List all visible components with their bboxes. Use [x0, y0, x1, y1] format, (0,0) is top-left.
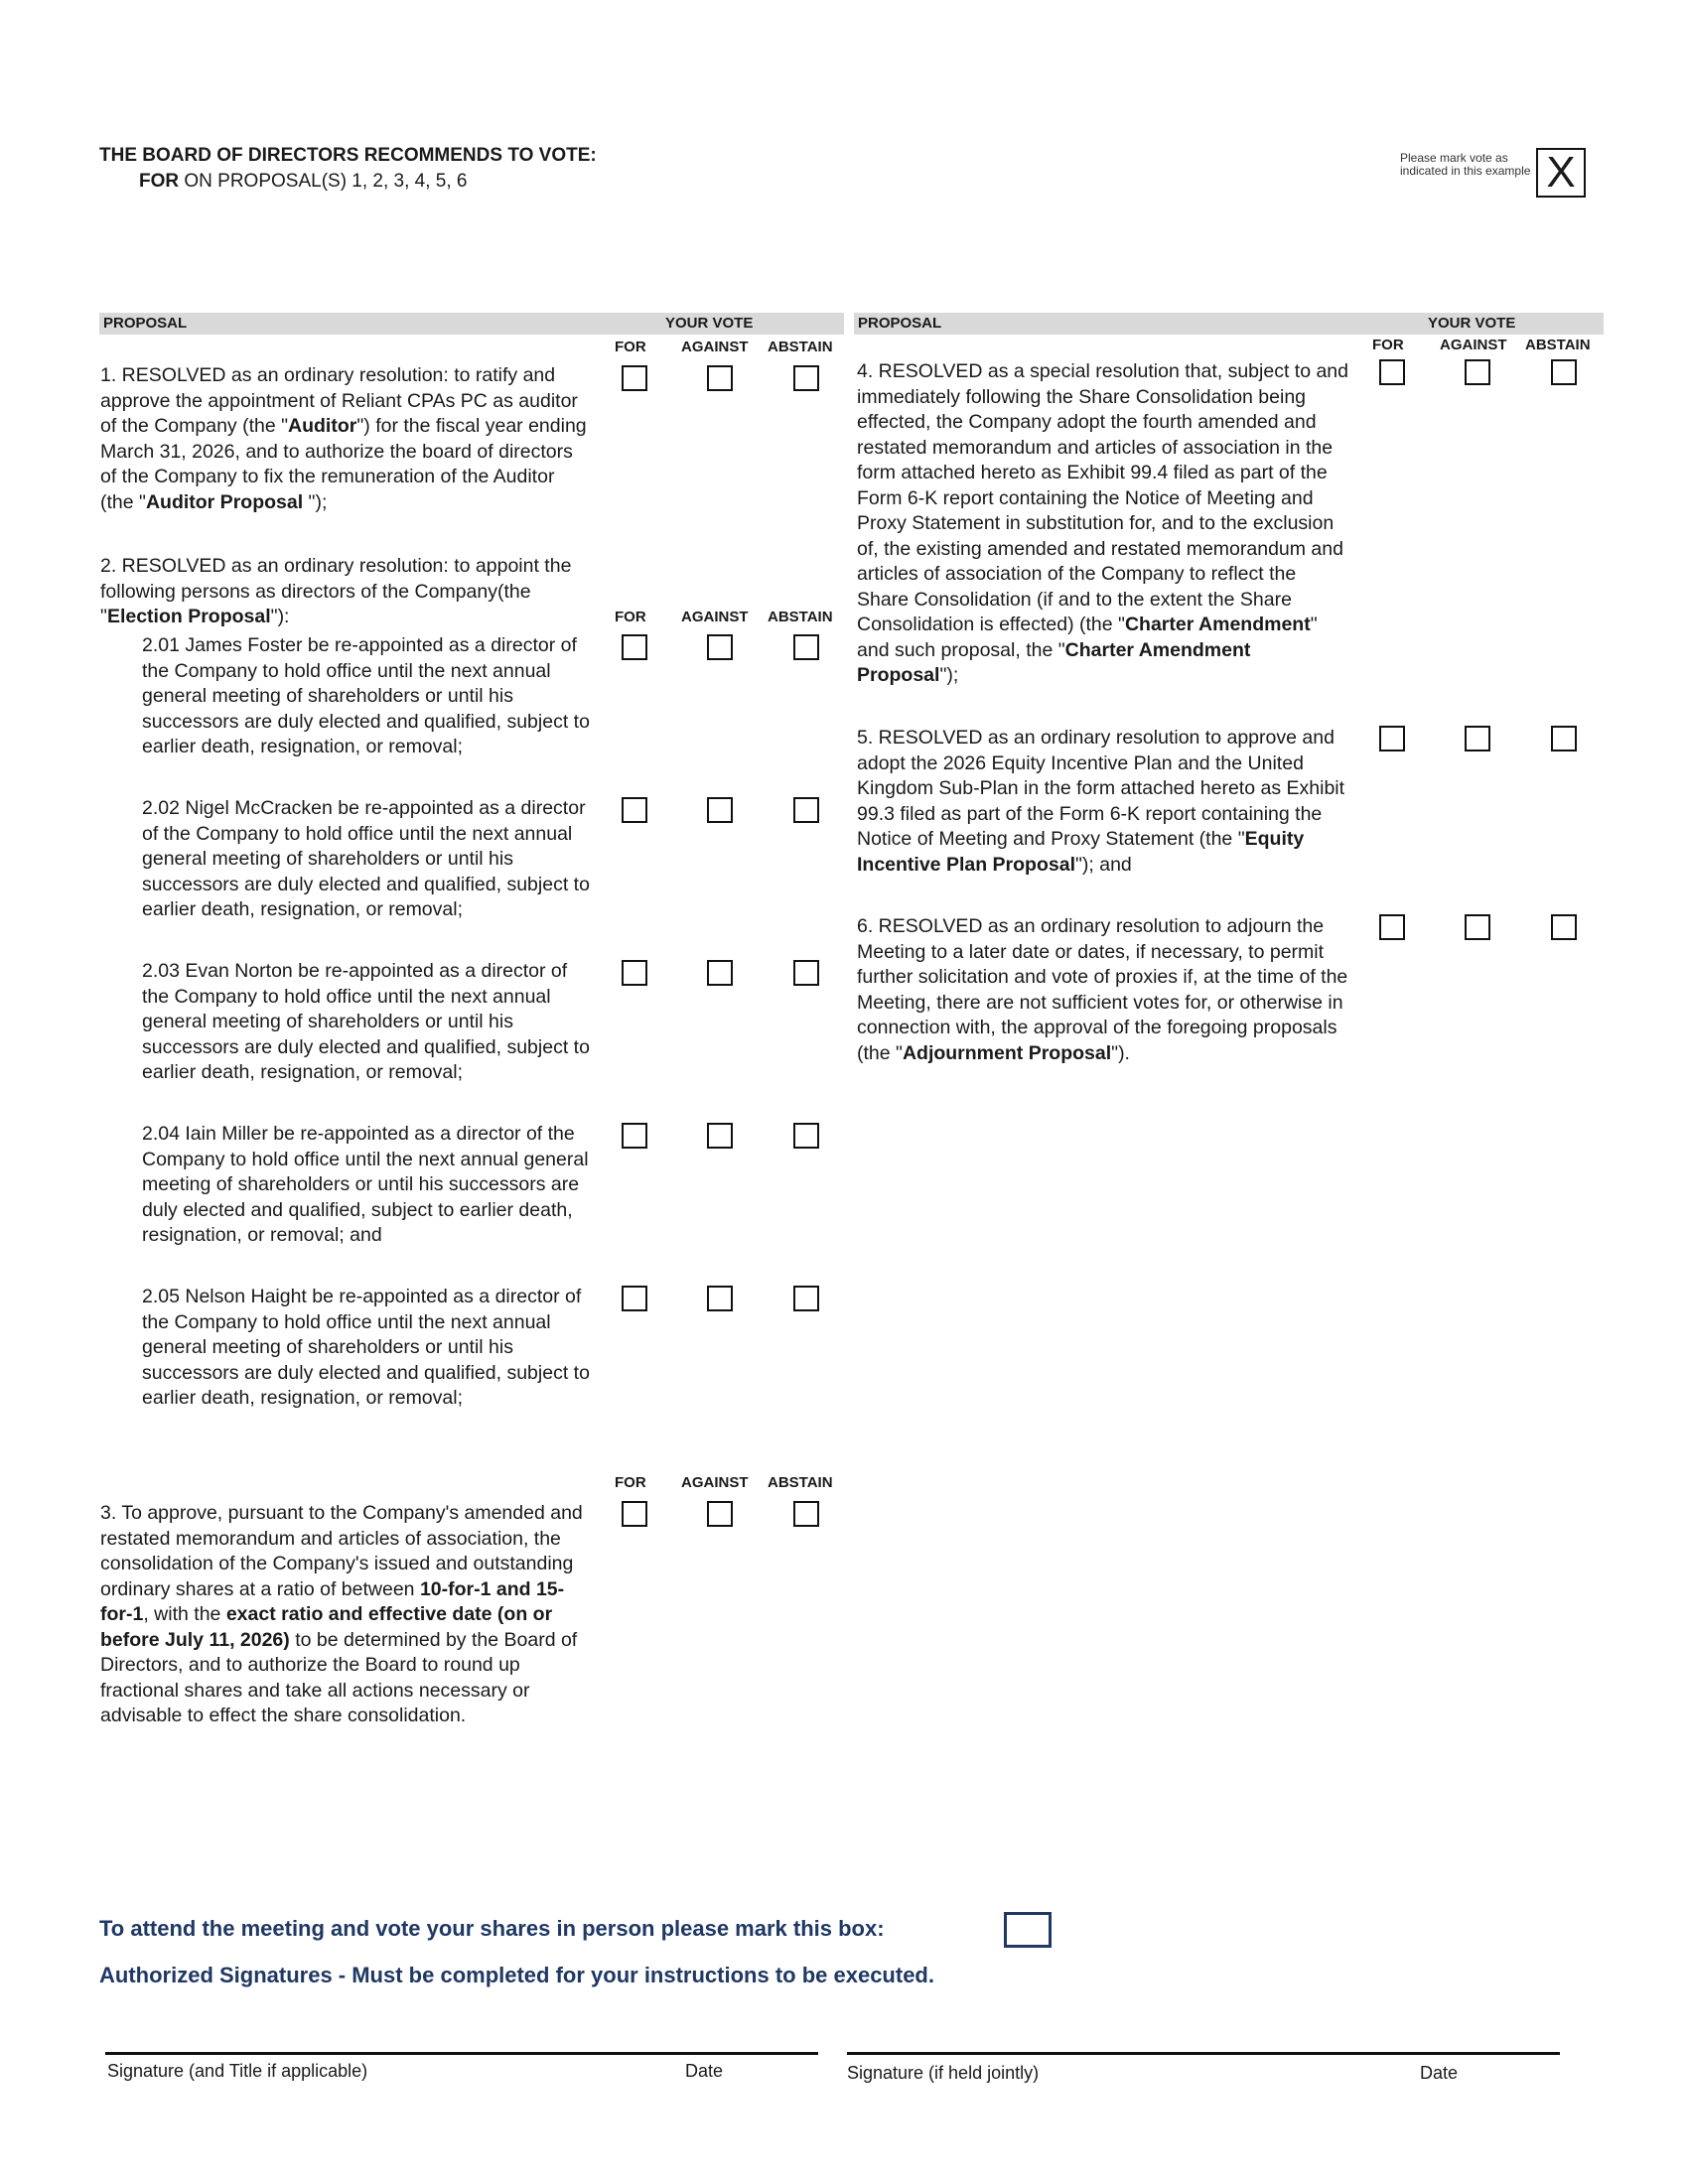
proposal-5-for-checkbox[interactable]: [1379, 726, 1405, 751]
proposal-1-for-checkbox[interactable]: [622, 365, 647, 391]
proposal-4-text: 4. RESOLVED as a special resolution that, subject to and immediately following the Share Consolidation being effected, the Company adopt the fourth amended and restated memorandum and articles of association in the form attached hereto as Exhibit 99.4 filed as part of the Form 6-K report containing the Notice of Meeting and Proxy Statement in substitution for, and to the exclusion of, the existing amended and restated memorandum and articles of association of the Company to reflect the Share Consolidation (if and to the extent the Share Consolidation is effected) (the "Charter Amendment" and such proposal, the "Charter Amendment Proposal");: [857, 360, 1348, 686]
proposal-2-05-text: 2.05 Nelson Haight be re-appointed as a director of the Company to hold office until the next annual general meeting of shareholders or until his successors are duly elected and qualified, subject to earlier death, resignation, or removal;: [142, 1286, 590, 1409]
abstain-column-label: ABSTAIN: [768, 609, 833, 625]
proposal-3-abstain-checkbox[interactable]: [793, 1501, 819, 1527]
proposal-4-for-checkbox[interactable]: [1379, 359, 1405, 385]
board-recommendation-title: THE BOARD OF DIRECTORS RECOMMENDS TO VOTE:: [99, 145, 597, 166]
signature-1-label: Signature (and Title if applicable): [107, 2061, 368, 2081]
proposal-2-03-against-checkbox[interactable]: [707, 960, 733, 986]
proposal-2-02-for-checkbox[interactable]: [622, 797, 647, 823]
proposal-2-05-against-checkbox[interactable]: [707, 1286, 733, 1311]
signature-line-2[interactable]: [847, 2052, 1560, 2055]
proposal-1-against-checkbox[interactable]: [707, 365, 733, 391]
date-1-label: Date: [685, 2061, 724, 2081]
for-column-label: FOR: [615, 1474, 646, 1491]
abstain-column-label: ABSTAIN: [1525, 337, 1591, 353]
proposal-2-05-abstain-checkbox[interactable]: [793, 1286, 819, 1311]
proposal-2-02-text: 2.02 Nigel McCracken be re-appointed as a director of the Company to hold office until the next annual general meeting of shareholders or until his successors are duly elected and qualified, subject to earlier death, resignation, or removal;: [142, 797, 590, 920]
proposal-6-against-checkbox[interactable]: [1465, 914, 1490, 940]
authorized-signatures-text: Authorized Signatures - Must be completed for your instructions to be executed.: [99, 1963, 934, 1987]
proposal-header: PROPOSAL: [858, 315, 942, 332]
attend-in-person-text: To attend the meeting and vote your shares in person please mark this box:: [99, 1916, 885, 1941]
proposal-2-04-for-checkbox[interactable]: [622, 1123, 647, 1149]
proposal-2-03-for-checkbox[interactable]: [622, 960, 647, 986]
proposal-2-04-text: 2.04 Iain Miller be re-appointed as a director of the Company to hold office until the next annual general meeting of shareholders or until his successors are duly elected and qualified, subject to earlier death, resignation, or removal; and: [142, 1123, 589, 1246]
proposal-2-01-abstain-checkbox[interactable]: [793, 634, 819, 660]
proposal-2-04-abstain-checkbox[interactable]: [793, 1123, 819, 1149]
abstain-column-label: ABSTAIN: [768, 1474, 833, 1491]
proposal-1-abstain-checkbox[interactable]: [793, 365, 819, 391]
proposal-3-against-checkbox[interactable]: [707, 1501, 733, 1527]
proposal-1-text: 1. RESOLVED as an ordinary resolution: to ratify and approve the appointment of Reliant CPAs PC as auditor of the Company (the "Auditor") for the fiscal year ending March 31, 2026, and to authorize the board of directors of the Company to fix the remuneration of the Auditor (the "Auditor Proposal ");: [100, 364, 587, 513]
signature-line-1[interactable]: [105, 2052, 818, 2055]
against-column-label: AGAINST: [1440, 337, 1507, 353]
against-column-label: AGAINST: [681, 339, 749, 355]
proposal-2-02-abstain-checkbox[interactable]: [793, 797, 819, 823]
proposal-5-against-checkbox[interactable]: [1465, 726, 1490, 751]
proposal-2-text: 2. RESOLVED as an ordinary resolution: to appoint the following persons as directors of the Company(the "Election Proposal"):: [100, 555, 572, 627]
board-recommendation-subtitle: [139, 171, 468, 193]
right-table-header: [854, 313, 1604, 335]
left-table-header: [99, 313, 844, 335]
proposal-list-text: ON PROPOSAL(S) 1, 2, 3, 4, 5, 6: [179, 171, 468, 192]
vote-example-mark: X: [1536, 148, 1586, 198]
proposal-2-04-against-checkbox[interactable]: [707, 1123, 733, 1149]
proposal-2-01-against-checkbox[interactable]: [707, 634, 733, 660]
proposal-6-for-checkbox[interactable]: [1379, 914, 1405, 940]
attend-in-person-checkbox[interactable]: [1004, 1912, 1052, 1948]
proposal-6-text: 6. RESOLVED as an ordinary resolution to adjourn the Meeting to a later date or dates, if necessary, to permit further solicitation and vote of proxies if, at the time of the Meeting, there are not sufficient votes for, or otherwise in connection with, the approval of the foregoing proposals (the "Adjournment Proposal").: [857, 915, 1348, 1064]
for-column-label: FOR: [615, 339, 646, 355]
against-column-label: AGAINST: [681, 609, 749, 625]
proposal-6-abstain-checkbox[interactable]: [1551, 914, 1577, 940]
against-column-label: AGAINST: [681, 1474, 749, 1491]
proposal-2-05-for-checkbox[interactable]: [622, 1286, 647, 1311]
proposal-5-abstain-checkbox[interactable]: [1551, 726, 1577, 751]
proposal-2-02-against-checkbox[interactable]: [707, 797, 733, 823]
proposal-2-01-for-checkbox[interactable]: [622, 634, 647, 660]
proposal-4-against-checkbox[interactable]: [1465, 359, 1490, 385]
proposal-2-03-text: 2.03 Evan Norton be re-appointed as a director of the Company to hold office until the next annual general meeting of shareholders or until his successors are duly elected and qualified, subject to earlier death, resignation, or removal;: [142, 960, 590, 1083]
proposal-3-text: 3. To approve, pursuant to the Company's amended and restated memorandum and articles of association, the consolidation of the Company's issued and outstanding ordinary shares at a ratio of between 10-for-1 and 15-for-1, with the exact ratio and effective date (on or before July 11, 2026) to be determined by the Board of Directors, and to authorize the Board to round up fractional shares and take all actions necessary or advisable to effect the share consolidation.: [100, 1502, 583, 1726]
vote-example-text: Please mark vote as indicated in this example: [1400, 151, 1531, 178]
date-2-label: Date: [1420, 2063, 1459, 2083]
proposal-5-text: 5. RESOLVED as an ordinary resolution to approve and adopt the 2026 Equity Incentive Plan and the United Kingdom Sub-Plan in the form attached hereto as Exhibit 99.3 filed as part of the Form 6-K report containing the Notice of Meeting and Proxy Statement (the "Equity Incentive Plan Proposal"); and: [857, 727, 1345, 876]
proposal-2-03-abstain-checkbox[interactable]: [793, 960, 819, 986]
proposal-2-01-text: 2.01 James Foster be re-appointed as a director of the Company to hold office until the next annual general meeting of shareholders or until his successors are duly elected and qualified, subject to earlier death, resignation, or removal;: [142, 634, 590, 757]
proposal-3-for-checkbox[interactable]: [622, 1501, 647, 1527]
for-label: FOR: [139, 171, 180, 192]
your-vote-header: YOUR VOTE: [665, 315, 754, 332]
abstain-column-label: ABSTAIN: [768, 339, 833, 355]
proposal-header: PROPOSAL: [103, 315, 188, 332]
signature-2-label: Signature (if held jointly): [847, 2063, 1040, 2083]
for-column-label: FOR: [1372, 337, 1404, 353]
for-column-label: FOR: [615, 609, 646, 625]
proposal-4-abstain-checkbox[interactable]: [1551, 359, 1577, 385]
your-vote-header: YOUR VOTE: [1428, 315, 1516, 332]
